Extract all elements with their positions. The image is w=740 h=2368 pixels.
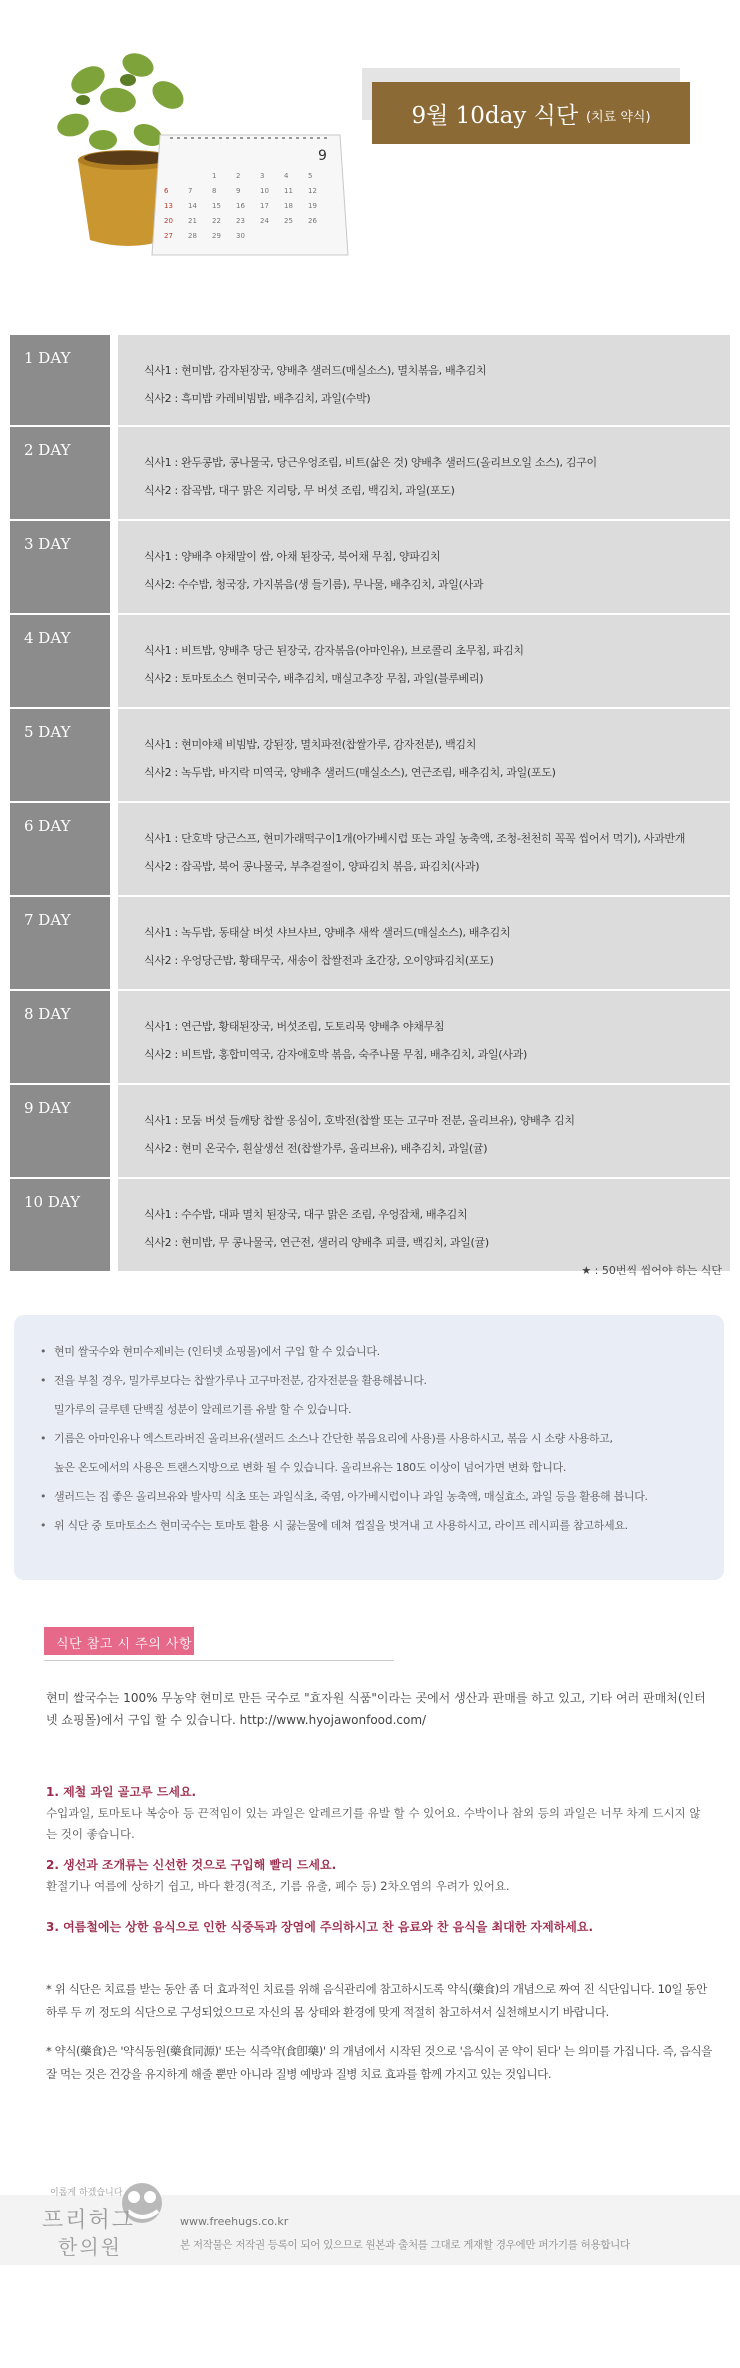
menu-table [10, 335, 730, 1273]
page-title: 9월 10day 식단 [411, 102, 579, 129]
meal-box [118, 521, 730, 613]
calendar-day-number: 30 [236, 232, 245, 240]
meal-2: 식사2: 수수밥, 청국장, 가지볶음(생 들기름), 무나물, 배추김치, 과일(사과 [144, 578, 484, 591]
calendar-day-number: 10 [260, 187, 269, 195]
calendar-day-number: 22 [212, 217, 221, 225]
calendar-day-number: 20 [164, 217, 173, 225]
calendar-day-number: 11 [284, 187, 293, 195]
footnote-1: * 위 식단은 치료를 받는 동안 좀 더 효과적인 치료를 위해 음식관리에 참고하시도록 약식(藥食)의 개념으로 짜여 진 식단입니다. 10일 동안 하루 두 끼 정도의 식단으로 구성되었으므로 자신의 몸 상태와 환경에 맞게 적절히 참고하셔서 실천해보시기 바랍니다. [46, 1982, 707, 2019]
meal-box [118, 1179, 730, 1271]
bullet: • [40, 1374, 47, 1387]
day-row [10, 709, 730, 801]
footer [0, 2165, 740, 2275]
point-body-2: 환절기나 여름에 상하기 쉽고, 바다 환경(적조, 기름 유출, 폐수 등) 2차오염의 우려가 있어요. [46, 1879, 510, 1893]
calendar-day-number: 6 [164, 187, 169, 195]
meal-1: 식사1 : 연근밥, 황태된장국, 버섯조림, 도토리묵 양배추 야채무침 [144, 1020, 445, 1033]
calendar-day-number: 13 [164, 202, 173, 210]
logo-subname: 한의원 [58, 2235, 122, 2259]
tip-text: 기름은 아마인유나 엑스트라버진 올리브유(샐러드 소스나 간단한 볶음요리에 사용)를 사용하시고, 볶음 시 소량 사용하고, [54, 1432, 613, 1445]
meal-1: 식사1 : 수수밥, 대파 멸치 된장국, 대구 맑은 조림, 우엉잡채, 배추김치 [144, 1208, 468, 1221]
calendar-day-number: 29 [212, 232, 221, 240]
meal-1: 식사1 : 현미야채 비빔밥, 강된장, 멸치파전(찹쌀가루, 감자전분), 백김치 [144, 738, 477, 751]
tip-line [40, 1366, 700, 1395]
day-label: 1 DAY [10, 335, 110, 425]
calendar-day-number: 2 [236, 172, 241, 180]
meal-2: 식사2 : 잡곡밥, 대구 맑은 지리탕, 무 버섯 조림, 백김치, 과일(포도) [144, 484, 455, 497]
day-label: 7 DAY [10, 897, 110, 989]
meal-box [118, 897, 730, 989]
meal-2: 식사2 : 잡곡밥, 북어 콩나물국, 부추겉절이, 양파김치 볶음, 파김치(사과) [144, 860, 480, 873]
bullet: • [40, 1519, 47, 1532]
tip-text: 높은 온도에서의 사용은 트랜스지방으로 변화 될 수 있습니다. 올리브유는 180도 이상이 넘어가면 변화 합니다. [54, 1461, 567, 1474]
divider [44, 1660, 394, 1661]
meal-box [118, 1085, 730, 1177]
day-label: 10 DAY [10, 1179, 110, 1271]
meal-1: 식사1 : 완두콩밥, 콩나물국, 당근우엉조림, 비트(삶은 것) 양배추 샐러드(올리브오일 소스), 김구이 [144, 456, 597, 469]
calendar-day-number: 5 [308, 172, 313, 180]
meal-box [118, 803, 730, 895]
calendar-day-number: 23 [236, 217, 245, 225]
footnote-2: * 약식(藥食)은 '약식동원(藥食同源)' 또는 식즉약(食卽藥)' 의 개념에서 시작된 것으로 '음식이 곧 약이 된다' 는 의미를 가집니다. 즉, 음식을 잘 먹는 것은 건강을 유지하게 해줄 뿐만 아니라 질병 예방과 질병 치료 효과를 함께 가지고 있는 것입니다. [46, 2044, 712, 2081]
calendar-day-number: 12 [308, 187, 317, 195]
calendar-day-number: 18 [284, 202, 293, 210]
day-row [10, 615, 730, 707]
meal-2: 식사2 : 비트밥, 홍합미역국, 감자애호박 볶음, 숙주나물 무침, 배추김치, 과일(사과) [144, 1048, 527, 1061]
calendar-day-number: 25 [284, 217, 293, 225]
day-label: 6 DAY [10, 803, 110, 895]
day-row [10, 991, 730, 1083]
bullet: • [40, 1432, 47, 1445]
tip-text: 전을 부칠 경우, 밀가루보다는 찹쌀가루나 고구마전분, 감자전분을 활용해봅니다. [54, 1374, 427, 1387]
desk-calendar-illustration [150, 130, 350, 260]
calendar-day-number: 14 [188, 202, 197, 210]
point-body-1: 수입과일, 토마토나 복숭아 등 끈적임이 있는 과일은 알레르기를 유발 할 수 있어요. 수박이나 참외 등의 과일은 너무 차게 드시지 않는 것이 좋습니다. [46, 1806, 701, 1841]
meal-2: 식사2 : 우엉당근밥, 황태무국, 새송이 찹쌀전과 초간장, 오이양파김치(포도) [144, 954, 494, 967]
footer-url[interactable]: www.freehugs.co.kr [180, 2215, 289, 2228]
meal-box [118, 709, 730, 801]
calendar-day-number: 3 [260, 172, 265, 180]
meal-box [118, 615, 730, 707]
tip-line [40, 1482, 700, 1511]
day-row [10, 803, 730, 895]
point-title-1: 1. 제철 과일 골고루 드세요. [46, 1785, 197, 1799]
day-row [10, 897, 730, 989]
calendar-month: 9 [318, 148, 327, 164]
bullet: • [40, 1490, 47, 1503]
point-title-3: 3. 여름철에는 상한 음식으로 인한 식중독과 장염에 주의하시고 찬 음료와 찬 음식을 최대한 자제하세요. [46, 1920, 594, 1934]
legend-note: ★ : 50번씩 씹어야 하는 식단 [581, 1264, 722, 1277]
meal-2: 식사2 : 흑미밥 카레비빔밥, 배추김치, 과일(수박) [144, 392, 371, 405]
day-label: 8 DAY [10, 991, 110, 1083]
intro-paragraph: 현미 쌀국수는 100% 무농약 현미로 만든 국수로 "효자원 식품"이라는 곳에서 생산과 판매를 하고 있고, 기타 여러 판매처(인터넷 쇼핑몰)에서 구입 할 수 있습니다. http://www.hyojawonfood.com/ [46, 1691, 706, 1727]
meal-1: 식사1 : 모둠 버섯 들깨탕 찹쌀 옹심이, 호박전(찹쌀 또는 고구마 전분, 올리브유), 양배추 김치 [144, 1114, 575, 1127]
day-label: 5 DAY [10, 709, 110, 801]
day-row [10, 335, 730, 425]
calendar-day-number: 24 [260, 217, 269, 225]
calendar-day-number: 27 [164, 232, 173, 240]
day-label: 4 DAY [10, 615, 110, 707]
calendar-day-number: 1 [212, 172, 217, 180]
day-label: 2 DAY [10, 427, 110, 519]
calendar-day-number: 19 [308, 202, 317, 210]
point-title-2: 2. 생선과 조개류는 신선한 것으로 구입해 빨리 드세요. [46, 1858, 337, 1872]
meal-2: 식사2 : 현미 온국수, 흰살생선 전(찹쌀가루, 올리브유), 배추김치, 과일(귤) [144, 1142, 488, 1155]
meal-2: 식사2 : 토마토소스 현미국수, 배추김치, 매실고추장 무침, 과일(블루베리) [144, 672, 484, 685]
tip-text: 샐러드는 집 좋은 올리브유와 발사믹 식초 또는 과일식초, 죽염, 아가베시럽이나 과일 농축액, 매실효소, 과일 등을 활용해 봅니다. [54, 1490, 648, 1503]
calendar-day-number: 7 [188, 187, 193, 195]
day-row [10, 427, 730, 519]
calendar-day-number: 4 [284, 172, 289, 180]
tip-line [40, 1395, 700, 1424]
meal-1: 식사1 : 단호박 당근스프, 현미가래떡구이1개(아가베시럽 또는 과일 농축액, 조청-천천히 꼭꼭 씹어서 먹기), 사과반개 [144, 832, 686, 845]
calendar-day-number: 21 [188, 217, 197, 225]
day-row [10, 1179, 730, 1271]
meal-1: 식사1 : 현미밥, 감자된장국, 양배추 샐러드(매실소스), 멸치볶음, 배추김치 [144, 364, 487, 377]
tips-box [14, 1315, 724, 1580]
calendar-day-number: 28 [188, 232, 197, 240]
calendar-day-number: 8 [212, 187, 217, 195]
tip-line [40, 1511, 700, 1540]
calendar-day-number: 9 [236, 187, 241, 195]
meal-1: 식사1 : 녹두밥, 동태살 버섯 샤브샤브, 양배추 새싹 샐러드(매실소스), 배추김치 [144, 926, 511, 939]
logo-name: 프리허그 [42, 2208, 136, 2233]
tip-text: 위 식단 중 토마토소스 현미국수는 토마토 활용 시 끓는물에 데쳐 껍질을 벗겨내 고 사용하시고, 라이프 레시피를 참고하세요. [54, 1519, 628, 1532]
meal-box [118, 335, 730, 425]
calendar-day-number: 16 [236, 202, 245, 210]
meal-2: 식사2 : 녹두밥, 바지락 미역국, 양배추 샐러드(매실소스), 연근조림, 배추김치, 과일(포도) [144, 766, 556, 779]
tip-line [40, 1424, 700, 1453]
tip-line [40, 1453, 700, 1482]
meal-2: 식사2 : 현미밥, 무 콩나물국, 연근전, 샐러리 양배추 피클, 백김치, 과일(귤) [144, 1236, 489, 1249]
caution-heading: 식단 참고 시 주의 사항 [44, 1627, 194, 1655]
tip-text: 현미 쌀국수와 현미수제비는 (인터넷 쇼핑몰)에서 구입 할 수 있습니다. [54, 1345, 380, 1358]
footer-copyright: 본 저작물은 저작권 등록이 되어 있으므로 원본과 출처를 그대로 게재할 경우에만 퍼가기를 허용합니다 [180, 2239, 630, 2251]
calendar-day-number: 17 [260, 202, 269, 210]
tip-text: 밀가루의 글루텐 단백질 성분이 알레르기를 유발 할 수 있습니다. [54, 1403, 352, 1416]
day-label: 3 DAY [10, 521, 110, 613]
day-row [10, 1085, 730, 1177]
meal-box [118, 427, 730, 519]
meal-1: 식사1 : 비트밥, 양배추 당근 된장국, 감자볶음(아마인유), 브로콜리 초무침, 파김치 [144, 644, 524, 657]
meal-box [118, 991, 730, 1083]
meal-1: 식사1 : 양배추 야채말이 쌈, 아채 된장국, 북어채 무침, 양파김치 [144, 550, 441, 563]
calendar-day-number: 26 [308, 217, 317, 225]
header [0, 0, 740, 320]
day-row [10, 521, 730, 613]
logo-tagline: 이롭게 하겠습니다 [50, 2188, 123, 2198]
tip-line [40, 1337, 700, 1366]
bullet: • [40, 1345, 47, 1358]
title-banner [372, 82, 690, 144]
calendar-day-number: 15 [212, 202, 221, 210]
page-subtitle: (치료 약식) [586, 109, 651, 125]
day-label: 9 DAY [10, 1085, 110, 1177]
